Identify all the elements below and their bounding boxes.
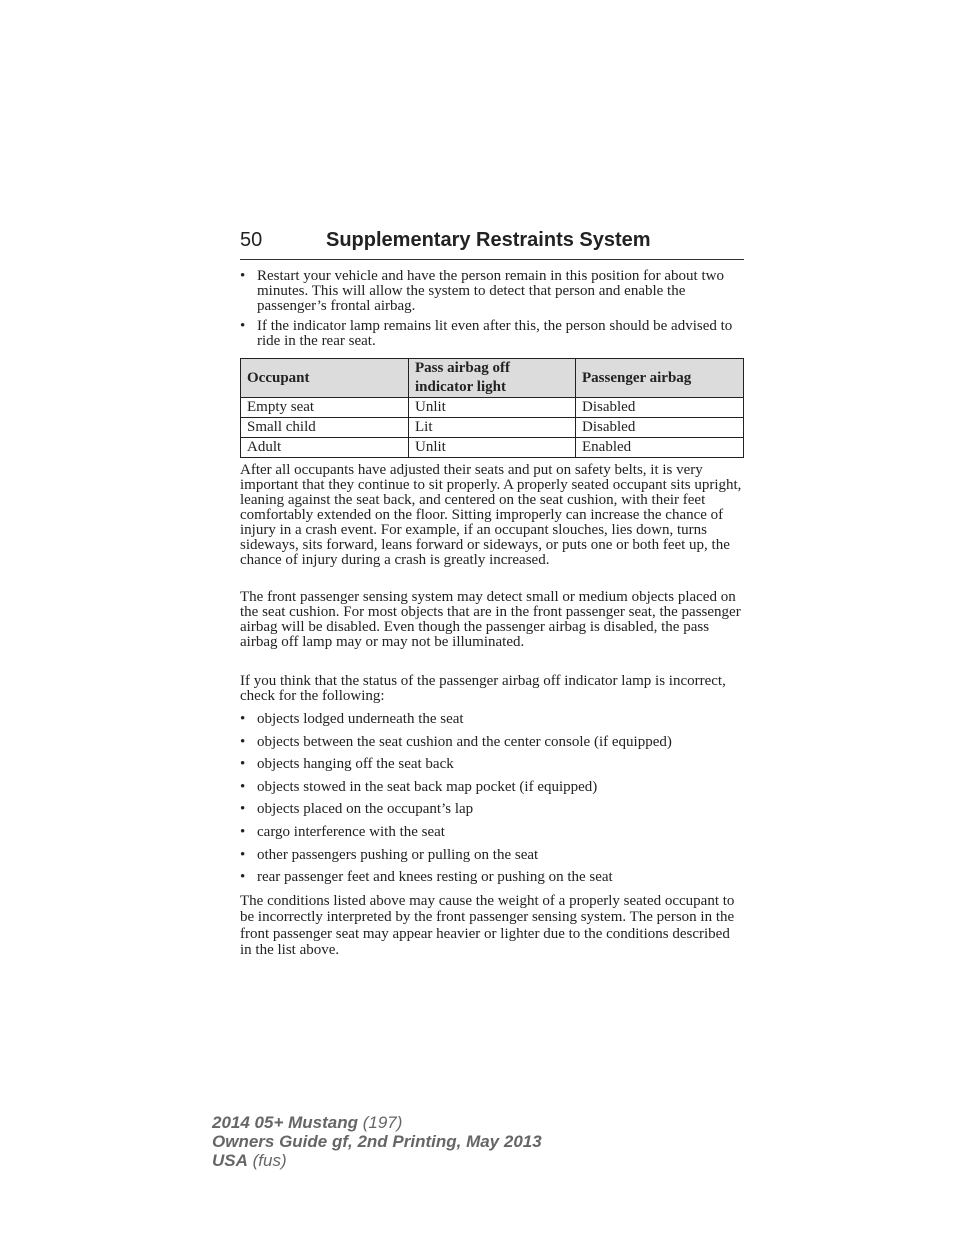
page-number: 50: [240, 229, 263, 251]
table-row: [241, 398, 744, 418]
table-header-row: [241, 359, 744, 398]
list-item: • objects placed on the occupant’s lap: [240, 802, 744, 825]
paragraph: The conditions listed above may cause the weight of a properly seated occupant to be incorrectly interpreted by the front passenger sensing system. The person in the front passenger seat may appear heavier or lighter due to the conditions described in the list above.: [240, 893, 735, 958]
paragraph-sensing-system: [240, 590, 744, 650]
table-cell: Empty seat: [241, 398, 409, 418]
table-cell: Lit: [409, 418, 576, 438]
table-row: [241, 418, 744, 438]
list-item: • rear passenger feet and knees resting or pushing on the seat: [240, 870, 744, 893]
header-indicator-light: Pass airbag off indicator light: [409, 359, 576, 398]
page-header: [240, 229, 744, 260]
table-cell: Disabled: [576, 398, 744, 418]
list-item: • objects hanging off the seat back: [240, 757, 744, 780]
paragraph-check-intro: [240, 674, 744, 704]
list-item: • objects lodged underneath the seat: [240, 712, 744, 735]
paragraph-sitting-properly: [240, 463, 744, 568]
check-list: [240, 712, 744, 893]
section-title: Supplementary Restraints System: [326, 229, 651, 251]
table-cell: Unlit: [409, 438, 576, 458]
table-cell: Enabled: [576, 438, 744, 458]
table-cell: Small child: [241, 418, 409, 438]
paragraph: The front passenger sensing system may detect small or medium objects placed on the seat cushion. For most objects that are in the front passenger seat, the passenger airbag will be disabled. Even though the passenger airbag is disabled, the pass airbag off lamp may or may not be illuminated.: [240, 589, 741, 650]
list-item: • If the indicator lamp remains lit even after this, the person should be advised to ride in the rear seat.: [240, 319, 744, 349]
list-item: • objects between the seat cushion and the center console (if equipped): [240, 735, 744, 758]
table-cell: Adult: [241, 438, 409, 458]
paragraph: After all occupants have adjusted their seats and put on safety belts, it is very important that they continue to sit properly. A properly seated occupant sits upright, leaning against the seat back, and centered on the seat cushion, with their feet comfortably extended on the floor. Sitting improperly can increase the chance of injury in a crash event. For example, if an occupant slouches, lies down, turns sideways, sits forward, leans forward or sideways, or puts one or both feet up, the chance of injury during a crash is greatly increased.: [240, 462, 742, 568]
footer-line-model: 2014 05+ Mustang (197): [212, 1113, 403, 1132]
footer-line-region: USA (fus): [212, 1151, 287, 1170]
intro-bullet-list: [240, 269, 744, 349]
header-occupant: Occupant: [241, 359, 409, 398]
list-item: • Restart your vehicle and have the person remain in this position for about two minutes. This will allow the system to detect that person and enable the passenger’s frontal airbag.: [240, 269, 744, 314]
list-item: • cargo interference with the seat: [240, 825, 744, 848]
table-cell: Unlit: [409, 398, 576, 418]
paragraph-conditions: [240, 893, 744, 958]
paragraph: If you think that the status of the passenger airbag off indicator lamp is incorrect, check for the following:: [240, 673, 726, 704]
table-row: [241, 438, 744, 458]
document-footer: [212, 1113, 542, 1170]
table-cell: Disabled: [576, 418, 744, 438]
header-passenger-airbag: Passenger airbag: [576, 359, 744, 398]
occupant-airbag-table: [240, 358, 744, 458]
footer-line-printing: Owners Guide gf, 2nd Printing, May 2013: [212, 1132, 542, 1151]
list-item: • other passengers pushing or pulling on the seat: [240, 848, 744, 871]
list-item: • objects stowed in the seat back map pocket (if equipped): [240, 780, 744, 803]
